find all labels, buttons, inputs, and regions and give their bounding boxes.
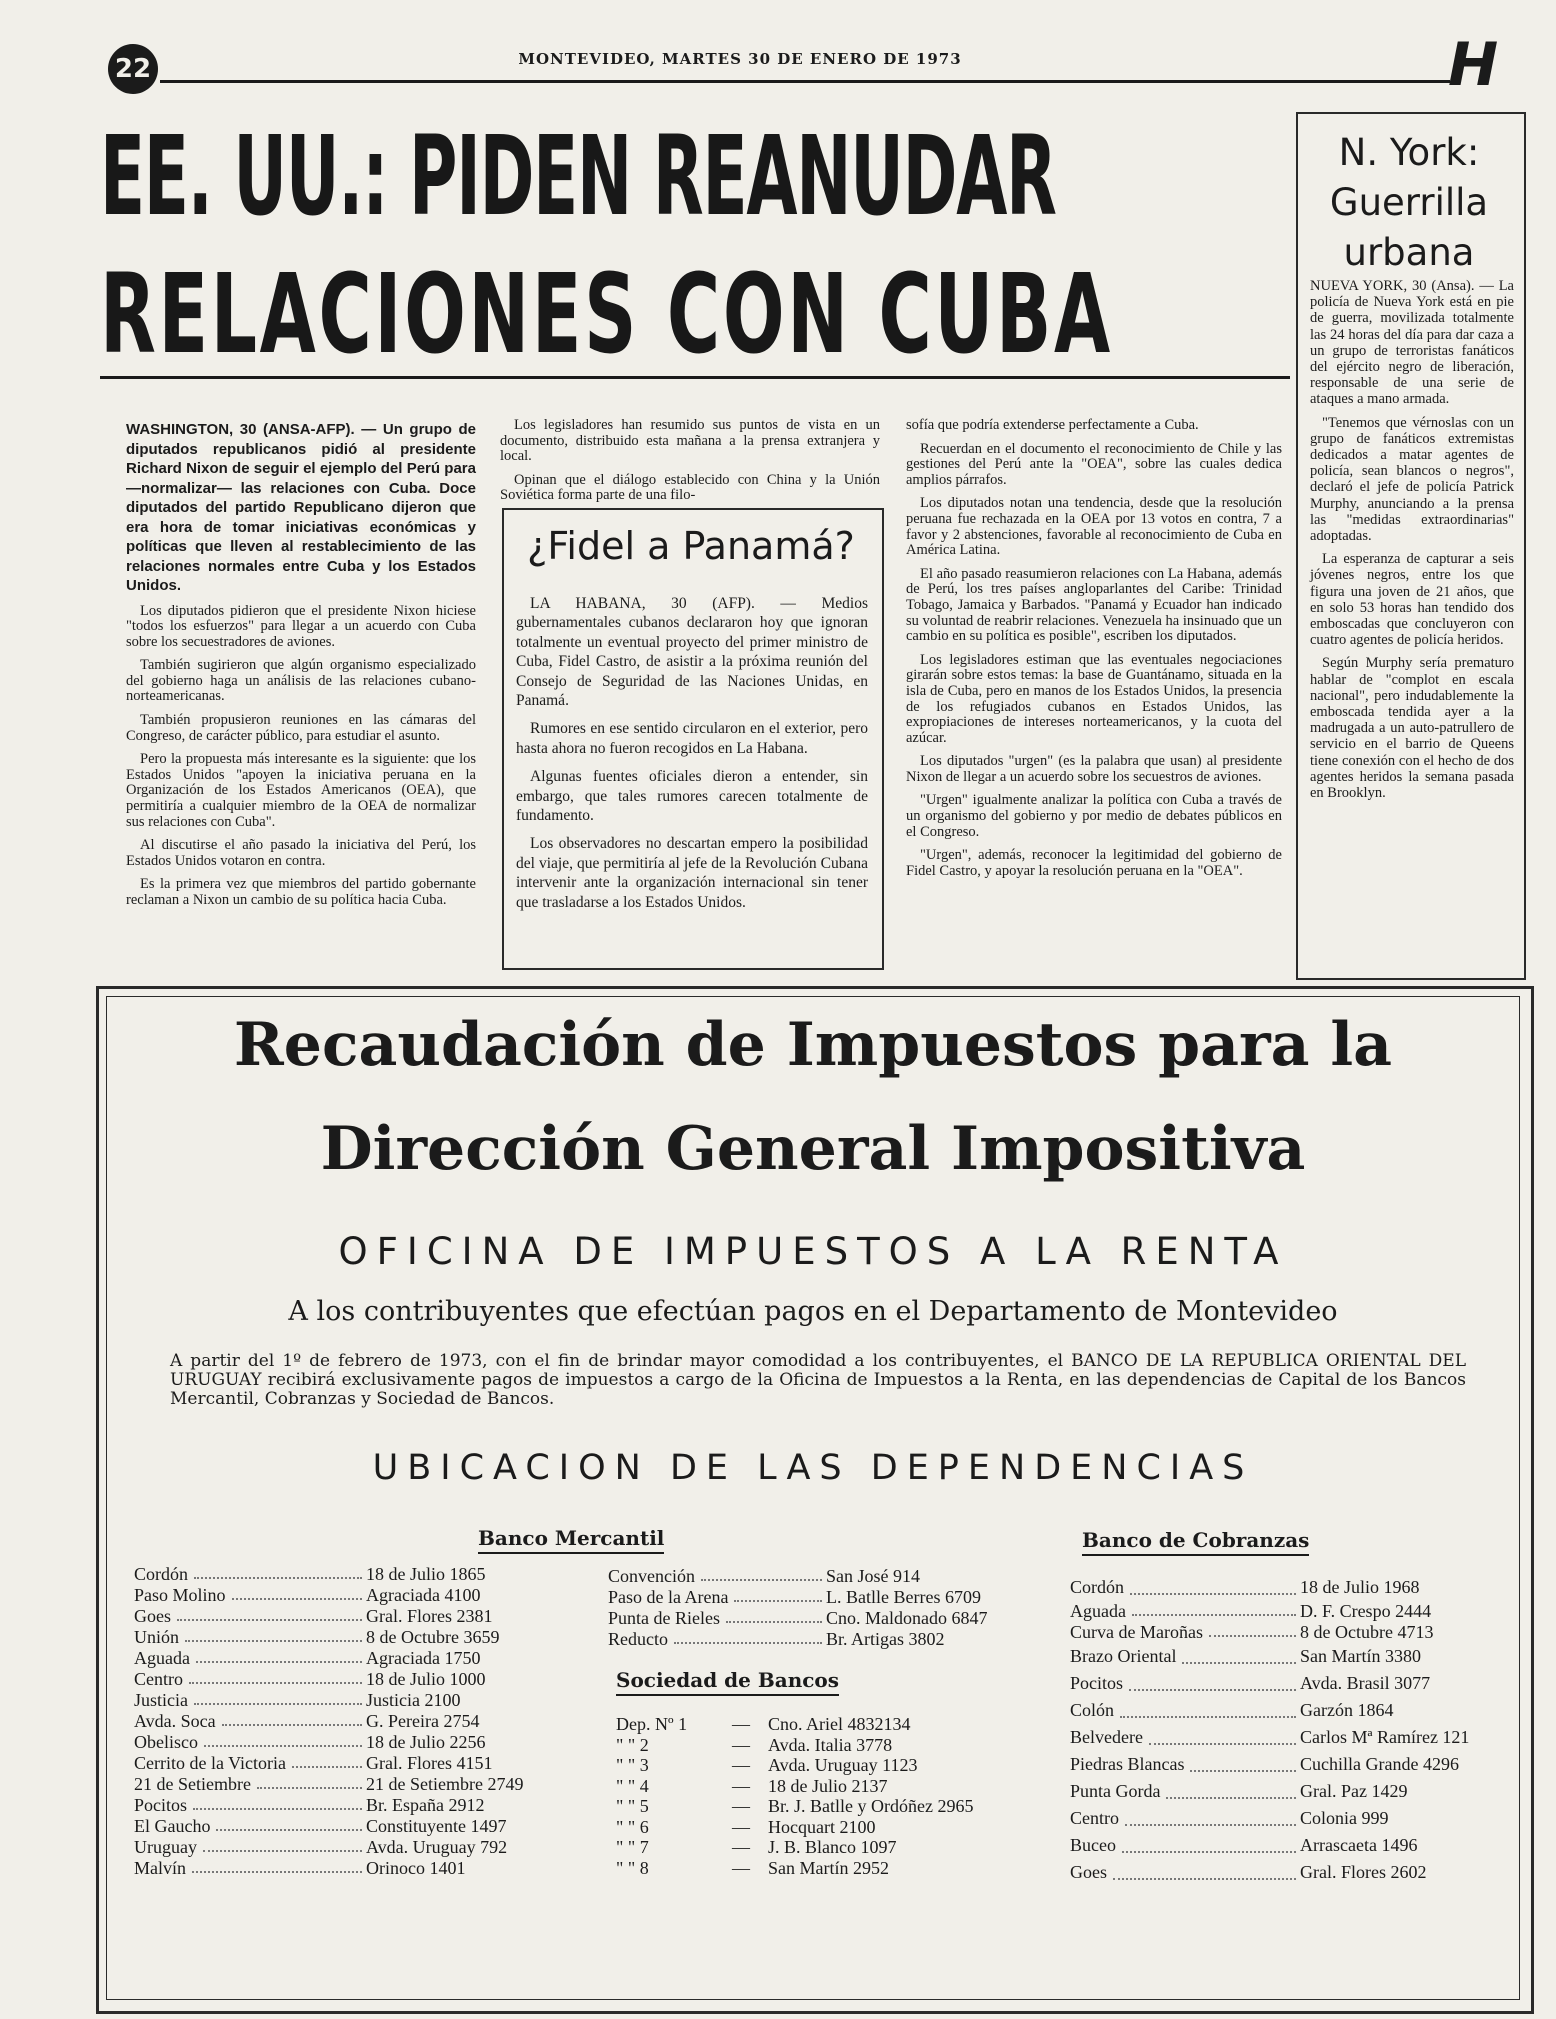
branch-row [1070,1697,1474,1724]
branch-address: Gral. Flores 2602 [1300,1862,1427,1882]
paragraph: Algunas fuentes oficiales dieron a entender, sin embargo, que tales rumores carecen totalmente de fundamento. [516,768,868,825]
branch-address: Garzón 1864 [1300,1700,1394,1720]
paragraph: Pero la propuesta más interesante es la siguiente: que los Estados Unidos "apoyen la iniciativa peruana en la Organización de los Estados Americanos (OEA), que permitiría a cualquier miembro de la OEA de normalizar sus relaciones con Cuba". [126,751,476,830]
branch-address: 21 de Setiembre 2749 [366,1774,524,1794]
headline-rule [100,376,1290,379]
paragraph: Opinan que el diálogo establecido con China y la Unión Soviética forma parte de una filo- [500,471,880,504]
branch-name: Centro [134,1669,183,1689]
branch-row [134,1627,594,1648]
branch-address: Agraciada 1750 [366,1648,481,1668]
main-story-column-1 [126,420,476,917]
branch-address: L. Batlle Berres 6709 [826,1587,981,1607]
branch-row [616,1776,1036,1797]
sociedad-branches [616,1714,1036,1878]
branch-row [1070,1670,1474,1697]
paragraph: Los diputados "urgen" (es la palabra que usan) al presidente Nixon de llegar a un acuerdo sobre los secuestros de aviones. [906,753,1282,785]
branch-address: Gral. Paz 1429 [1300,1781,1408,1801]
branch-address: 18 de Julio 1000 [366,1669,486,1689]
sociedad-de-bancos-heading: Sociedad de Bancos [616,1668,839,1696]
paragraph: Los diputados notan una tendencia, desde que la resolución peruana fue rechazada en la OEA por 13 votos en contra, 7 a favor y 2 abstenciones, favorable al reconocimiento de Cuba en América Latina. [906,495,1282,559]
branch-name: Reducto [608,1629,668,1649]
branch-row [1070,1805,1474,1832]
paragraph: Es la primera vez que miembros del partido gobernante reclaman a Nixon un cambio de su política hacia Cuba. [126,876,476,908]
branch-row [1070,1643,1474,1670]
branch-address: D. F. Crespo 2444 [1300,1601,1432,1621]
dep-label: " " 4 [616,1775,649,1796]
branch-address: Arrascaeta 1496 [1300,1835,1418,1855]
main-story-lead: WASHINGTON, 30 (ANSA-AFP). — Un grupo de diputados republicanos pidió al presidente Richard Nixon de seguir el ejemplo del Perú para —normalizar— las relaciones con Cuba. Doce diputados del partido Republicano dijeron que era hora de tomar iniciativas económicas y políticas que lleven al restablecimiento de las relaciones normales entre Cuba y los Estados Unidos. [126,421,476,594]
dash: — [732,1796,750,1816]
ad-office-heading: OFICINA DE IMPUESTOS A LA RENTA [338,1230,1288,1273]
branch-name: Centro [1070,1808,1119,1828]
paragraph: LA HABANA, 30 (AFP). — Medios gubernamentales cubanos declararon hoy que ignoran totalmente un eventual proyecto del primer ministro de Cuba, Fidel Castro, de asistir a la próxima reunión del Consejo de Seguridad de las Naciones Unidas, en Panamá. [516,595,868,710]
ad-title-line-2: Dirección General Impositiva [320,1114,1306,1184]
branch-name: Cerrito de la Victoria [134,1753,287,1773]
branch-name: 21 de Setiembre [134,1774,251,1794]
banco-de-cobranzas-heading: Banco de Cobranzas [1082,1528,1309,1556]
dep-label: " " 2 [616,1734,649,1755]
branch-row [616,1837,1036,1858]
dash: — [732,1755,750,1775]
branch-row [134,1732,594,1753]
branch-row [1070,1832,1474,1859]
branch-row [134,1669,594,1690]
ny-story-body [1310,278,1514,808]
branch-name: Aguada [1070,1601,1126,1621]
paragraph: También sugirieron que algún organismo especializado del gobierno haga un análisis de las relaciones cubano-norteamericanas. [126,657,476,705]
branch-address: Constituyente 1497 [366,1816,507,1836]
main-headline-line-2: RELACIONES CON CUBA [100,250,1113,378]
fidel-story-title: ¿Fidel a Panamá? [527,524,855,568]
branch-address: Hocquart 2100 [768,1816,876,1837]
dash: — [732,1775,750,1796]
branch-address: 18 de Julio 2137 [768,1775,888,1796]
branch-address: Avda. Brasil 3077 [1300,1673,1431,1693]
paragraph: La esperanza de capturar a seis jóvenes negros, entre los que figura una joven de 21 años, que en solo 53 horas han tendido dos emboscadas que concluyeron con cuatro agentes de policía heridos. [1310,551,1514,649]
branch-name: Uruguay [134,1837,197,1857]
paragraph: "Urgen", además, reconocer la legitimidad del gobierno de Fidel Castro, y apoyar la resolución peruana en la "OEA". [906,847,1282,879]
branch-name: Punta Gorda [1070,1781,1161,1801]
branch-name: Colón [1070,1700,1115,1720]
branch-address: 18 de Julio 1968 [1300,1577,1420,1597]
branch-address: 8 de Octubre 4713 [1300,1622,1434,1642]
paragraph: NUEVA YORK, 30 (Ansa). — La policía de Nueva York está en pie de guerra, movilizada totalmente las 24 horas del día para dar caza a un grupo de terroristas fanáticos del ejército negro de liberación, responsable de una serie de ataques a mano armada. [1310,278,1514,408]
dep-label: Dep. Nº 1 [616,1714,688,1734]
branch-row [134,1690,594,1711]
branch-name: Paso de la Arena [608,1587,729,1607]
ny-title-line: N. York: [1338,131,1480,174]
branch-row [134,1606,594,1627]
branch-row [616,1796,1036,1817]
branch-address: G. Pereira 2754 [366,1711,480,1731]
dash: — [732,1857,750,1878]
branch-address: Br. Artigas 3802 [826,1629,945,1649]
paragraph: "Tenemos que vérnoslas con un grupo de fanáticos extremistas dedicados a matar agentes de policía, sean blancos o negros", declaró el jefe de policía Patrick Murphy, anunciando a la prensa las "medidas extraordinarias" adoptadas. [1310,414,1514,545]
page-number-badge: 22 [108,44,158,94]
branch-row [134,1711,594,1732]
branch-row [134,1795,594,1816]
dep-label: " " 7 [616,1837,649,1857]
branch-row [616,1817,1036,1838]
dep-label: " " 8 [616,1857,649,1878]
paragraph: Los legisladores estiman que las eventuales negociaciones girarán sobre estos temas: la base de Guantánamo, situada en la isla de Cuba, pero en manos de los Estados Unidos, la presencia de los refugiados cubanos en Estados Unidos, las expropiaciones de intereses norteamericanos, y la cuota del azúcar. [906,651,1282,746]
branch-address: Cno. Maldonado 6847 [826,1608,988,1628]
main-story-column-3 [906,418,1282,887]
branch-row [134,1858,594,1879]
header-rule [160,80,1450,83]
paragraph: "Urgen" igualmente analizar la política con Cuba a través de un organismo del gobierno y por medio de debates públicos en el Congreso. [906,792,1282,840]
branch-name: Pocitos [134,1795,188,1815]
branch-name: Avda. Soca [134,1711,216,1731]
branch-address: Colonia 999 [1300,1808,1389,1828]
branch-name: Piedras Blancas [1070,1754,1185,1774]
banco-mercantil-heading: Banco Mercantil [478,1526,664,1554]
branch-address: Cno. Ariel 4832134 [768,1714,911,1734]
branch-name: Obelisco [134,1732,198,1752]
branch-row [608,1629,1026,1650]
branch-row [1070,1622,1474,1643]
dep-label: " " 5 [616,1796,649,1816]
branch-name: Aguada [134,1648,190,1668]
branch-row [616,1714,1036,1735]
branch-name: Goes [1070,1862,1107,1882]
branch-address: Avda. Uruguay 1123 [768,1755,918,1775]
branch-row [134,1837,594,1858]
branch-name: Unión [134,1627,179,1647]
ny-story-title [1300,128,1518,278]
branch-address: Gral. Flores 4151 [366,1753,493,1773]
paragraph: sofía que podría extenderse perfectamente a Cuba. [906,417,1199,433]
branch-name: Cordón [1070,1577,1124,1597]
branch-row [616,1735,1036,1756]
branch-address: San Martín 3380 [1300,1646,1421,1666]
branch-name: Justicia [134,1690,188,1710]
branch-row [134,1753,594,1774]
paragraph: Los diputados pidieron que el presidente Nixon hiciese "todos los esfuerzos" para llegar a un acuerdo con Cuba sobre los secuestradores de aviones. [126,602,476,650]
branch-address: Avda. Italia 3778 [768,1734,893,1755]
ad-subtitle: A los contribuyentes que efectúan pagos en el Departamento de Montevideo [288,1296,1338,1327]
paragraph: Los observadores no descartan empero la posibilidad del viaje, que permitiría al jefe de la Revolución Cubana intervenir ante la organización internacional sin tener que trasladarse a los Estados Unidos. [516,835,868,911]
dateline: MONTEVIDEO, MARTES 30 DE ENERO DE 1973 [518,50,962,68]
main-story-column-2 [500,418,880,512]
branch-row [608,1587,1026,1608]
branch-address: Cuchilla Grande 4296 [1300,1754,1459,1774]
branch-row [1070,1574,1474,1601]
branch-row [134,1774,594,1795]
branch-address: 18 de Julio 2256 [366,1732,486,1752]
branch-row [134,1648,594,1669]
branch-name: Punta de Rieles [608,1608,720,1628]
branch-address: Orinoco 1401 [366,1858,466,1878]
ny-title-line: urbana [1343,231,1475,274]
branch-address: Br. España 2912 [366,1795,485,1815]
paragraph: También propusieron reuniones en las cámaras del Congreso, de carácter público, para estudiar el asunto. [126,712,476,744]
paragraph: Recuerdan en el documento el reconocimiento de Chile y las gestiones del Perú ante la "OEA", sobre las cuales dedica amplios párrafos. [906,440,1282,488]
branch-address: Br. J. Batlle y Ordóñez 2965 [768,1796,974,1816]
dep-label: " " 6 [616,1816,649,1837]
main-headline-line-1: EE. UU.: PIDEN REANUDAR [100,112,1056,240]
dash: — [732,1714,750,1734]
branch-address: Justicia 2100 [366,1690,461,1710]
paragraph: Los legisladores han resumido sus puntos de vista en un documento, distribuido esta mañana a la prensa extranjera y local. [500,417,880,465]
branch-name: Curva de Maroñas [1070,1622,1203,1642]
branch-row [616,1858,1036,1879]
fidel-story-body [516,594,868,921]
branch-address: 8 de Octubre 3659 [366,1627,500,1647]
paragraph: El año pasado reasumieron relaciones con La Habana, además de Perú, los tres países angloparlantes del Caribe: Trinidad Tobago, Jamaica y Barbados. "Panamá y Ecuador han indicado su voluntad de reabrir relaciones. Venezuela ha insinuado que un cambio en su política es posible", escriben los diputados. [906,565,1282,645]
mercantil-branches-left [134,1564,594,1879]
ad-paragraph: A partir del 1º de febrero de 1973, con el fin de brindar mayor comodidad a los contribuyentes, el BANCO DE LA REPUBLICA ORIENTAL DEL URUGUAY recibirá exclusivamente pagos de impuestos a cargo de la Oficina de Impuestos a la Renta, en las dependencias de Capital de los Bancos Mercantil, Cobranzas y Sociedad de Bancos. [170,1351,1466,1409]
paragraph: Rumores en ese sentido circularon en el exterior, pero hasta ahora no fueron recogidos en La Habana. [516,720,868,757]
branch-row [1070,1724,1474,1751]
paragraph: Al discutirse el año pasado la iniciativa del Perú, los Estados Unidos votaron en contra. [126,837,476,869]
branch-row [134,1816,594,1837]
branch-address: San José 914 [826,1566,920,1586]
branch-name: El Gaucho [134,1816,211,1836]
branch-name: Brazo Oriental [1070,1646,1177,1666]
branch-row [134,1564,594,1585]
branch-name: Belvedere [1070,1727,1143,1747]
branch-name: Goes [134,1606,171,1626]
branch-row [1070,1778,1474,1805]
branch-row [1070,1859,1474,1886]
branch-row [1070,1751,1474,1778]
branch-row [134,1585,594,1606]
branch-name: Cordón [134,1564,188,1584]
paragraph: Según Murphy sería prematuro hablar de "complot en escala nacional", pero indudablemente la emboscada tendida ayer a la madrugada a un auto-patrullero de servicio en el barrio de Queens tiene conexión con el hecho de dos agentes heridos la semana pasada en Brooklyn. [1310,655,1514,802]
dash: — [732,1816,750,1837]
branch-name: Malvín [134,1858,186,1878]
branch-address: Agraciada 4100 [366,1585,481,1605]
branch-row [1070,1601,1474,1622]
branch-address: J. B. Blanco 1097 [768,1837,897,1857]
branch-address: Gral. Flores 2381 [366,1606,493,1626]
branch-name: Pocitos [1070,1673,1124,1693]
branch-address: Avda. Uruguay 792 [366,1837,508,1857]
mercantil-branches-right [608,1566,1026,1650]
cobranzas-branches [1070,1574,1474,1886]
branch-name: Paso Molino [134,1585,226,1605]
dash: — [732,1837,750,1857]
branch-address: San Martín 2952 [768,1857,889,1878]
ny-title-line: Guerrilla [1329,181,1489,224]
branch-row [616,1755,1036,1776]
branch-row [608,1566,1026,1587]
branch-name: Convención [608,1566,695,1586]
branch-row [608,1608,1026,1629]
newspaper-logo: H [1448,30,1499,100]
branch-address: Carlos Mª Ramírez 121 [1300,1727,1470,1747]
branch-name: Buceo [1070,1835,1116,1855]
ad-locations-heading: UBICACION DE LAS DEPENDENCIAS [372,1448,1254,1488]
dep-label: " " 3 [616,1755,649,1775]
branch-address: 18 de Julio 1865 [366,1564,486,1584]
ad-title-line-1: Recaudación de Impuestos para la [233,1010,1393,1080]
dash: — [732,1734,750,1755]
